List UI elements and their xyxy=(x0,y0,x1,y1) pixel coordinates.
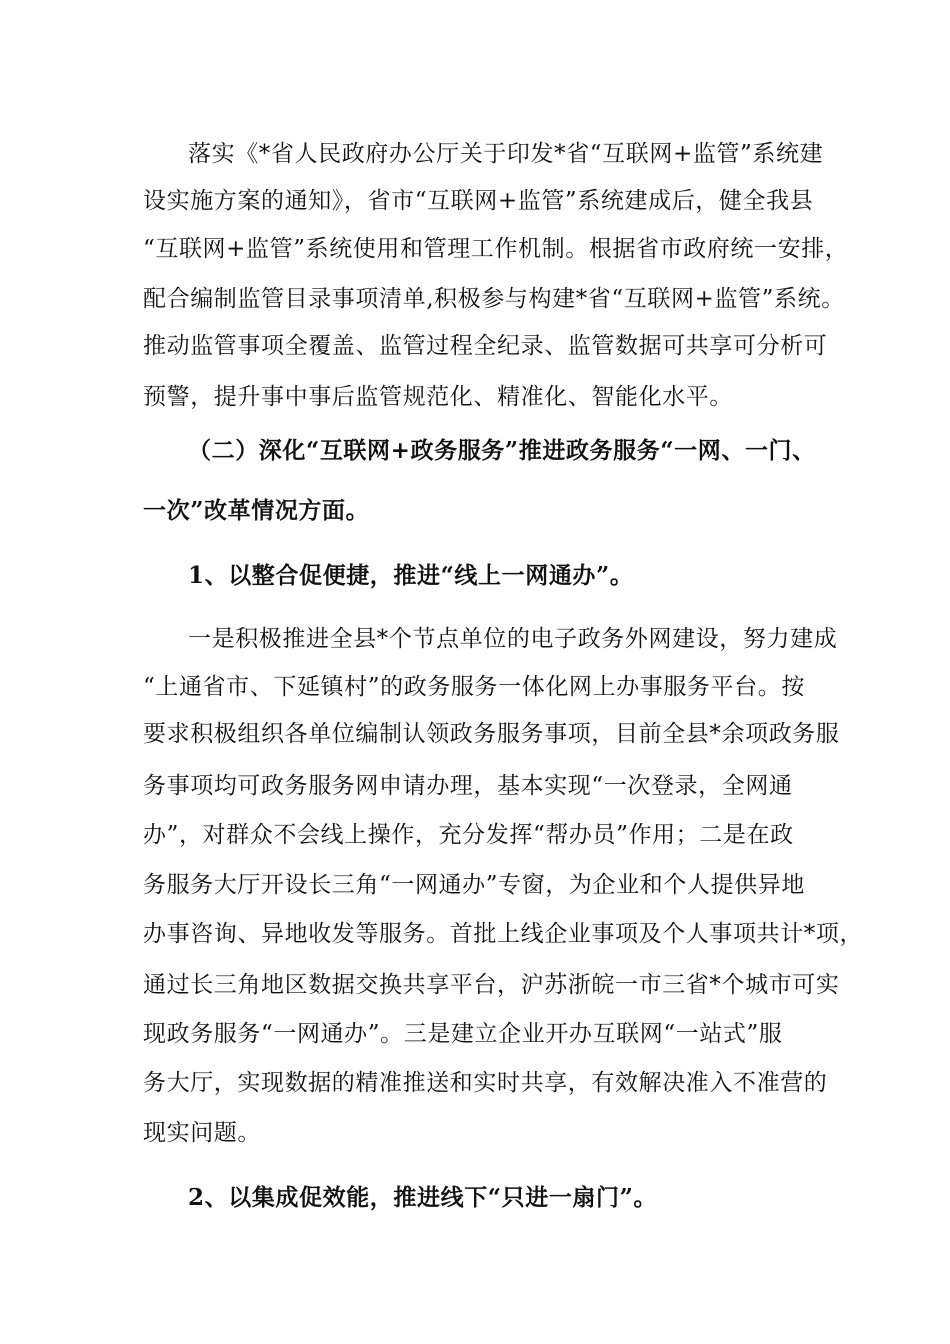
paragraph-2-line-2: “上通省市、下延镇村”的政务服务一体化网上办事服务平台。按 xyxy=(143,674,805,700)
section-heading-2-line-1: （二）深化“互联网+政务服务”推进政务服务“一网、一门、 xyxy=(188,437,816,464)
paragraph-1-line-3: “互联网+监管”系统使用和管理工作机制。根据省市政府统一安排， xyxy=(143,236,849,262)
paragraph-1-line-5: 推动监管事项全覆盖、监管过程全纪录、监管数据可共享可分析可 xyxy=(143,333,828,359)
paragraph-2-line-10: 务大厅，实现数据的精准推送和实时共享，有效解决准入不准营的 xyxy=(143,1070,828,1096)
paragraph-2-line-4: 务事项均可政务服务网申请办理，基本实现“一次登录，全网通 xyxy=(143,773,793,799)
paragraph-2-line-8: 通过长三角地区数据交换共享平台，沪苏浙皖一市三省*个城市可实 xyxy=(143,972,840,998)
paragraph-2-line-3: 要求积极组织各单位编制认领政务服务事项，目前全县*余项政务服 xyxy=(143,721,840,747)
paragraph-2-line-11: 现实问题。 xyxy=(143,1120,261,1146)
subheading-2: 2、以集成促效能，推进线下“只进一扇门”。 xyxy=(188,1184,658,1211)
paragraph-1-line-6: 预警，提升事中事后监管规范化、精准化、智能化水平。 xyxy=(143,384,733,410)
section-heading-2-line-2: 一次”改革情况方面。 xyxy=(143,497,370,524)
paragraph-2-line-9: 现政务服务“一网通办”。三是建立企业开办互联网“一站式”服 xyxy=(143,1021,783,1047)
subheading-1: 1、以整合促便捷，推进“线上一网通办”。 xyxy=(188,562,634,589)
paragraph-2-line-1: 一是积极推进全县*个节点单位的电子政务外网建设，努力建成 xyxy=(188,626,838,652)
paragraph-1-line-4: 配合编制监管目录事项清单,积极参与构建*省“互联网+监管”系统。 xyxy=(143,286,845,312)
paragraph-2-line-6: 务服务大厅开设长三角“一网通办”专窗，为企业和个人提供异地 xyxy=(143,872,805,898)
paragraph-2-line-5: 办”，对群众不会线上操作，充分发挥“帮办员”作用；二是在政 xyxy=(143,822,794,848)
paragraph-1-line-2: 设实施方案的通知》，省市“互联网+监管”系统建成后，健全我县 xyxy=(143,188,814,214)
paragraph-1-line-1: 落实《*省人民政府办公厅关于印发*省“互联网+监管”系统建 xyxy=(188,141,824,167)
paragraph-2-line-7: 办事咨询、异地收发等服务。首批上线企业事项及个人事项共计*项， xyxy=(143,921,864,947)
